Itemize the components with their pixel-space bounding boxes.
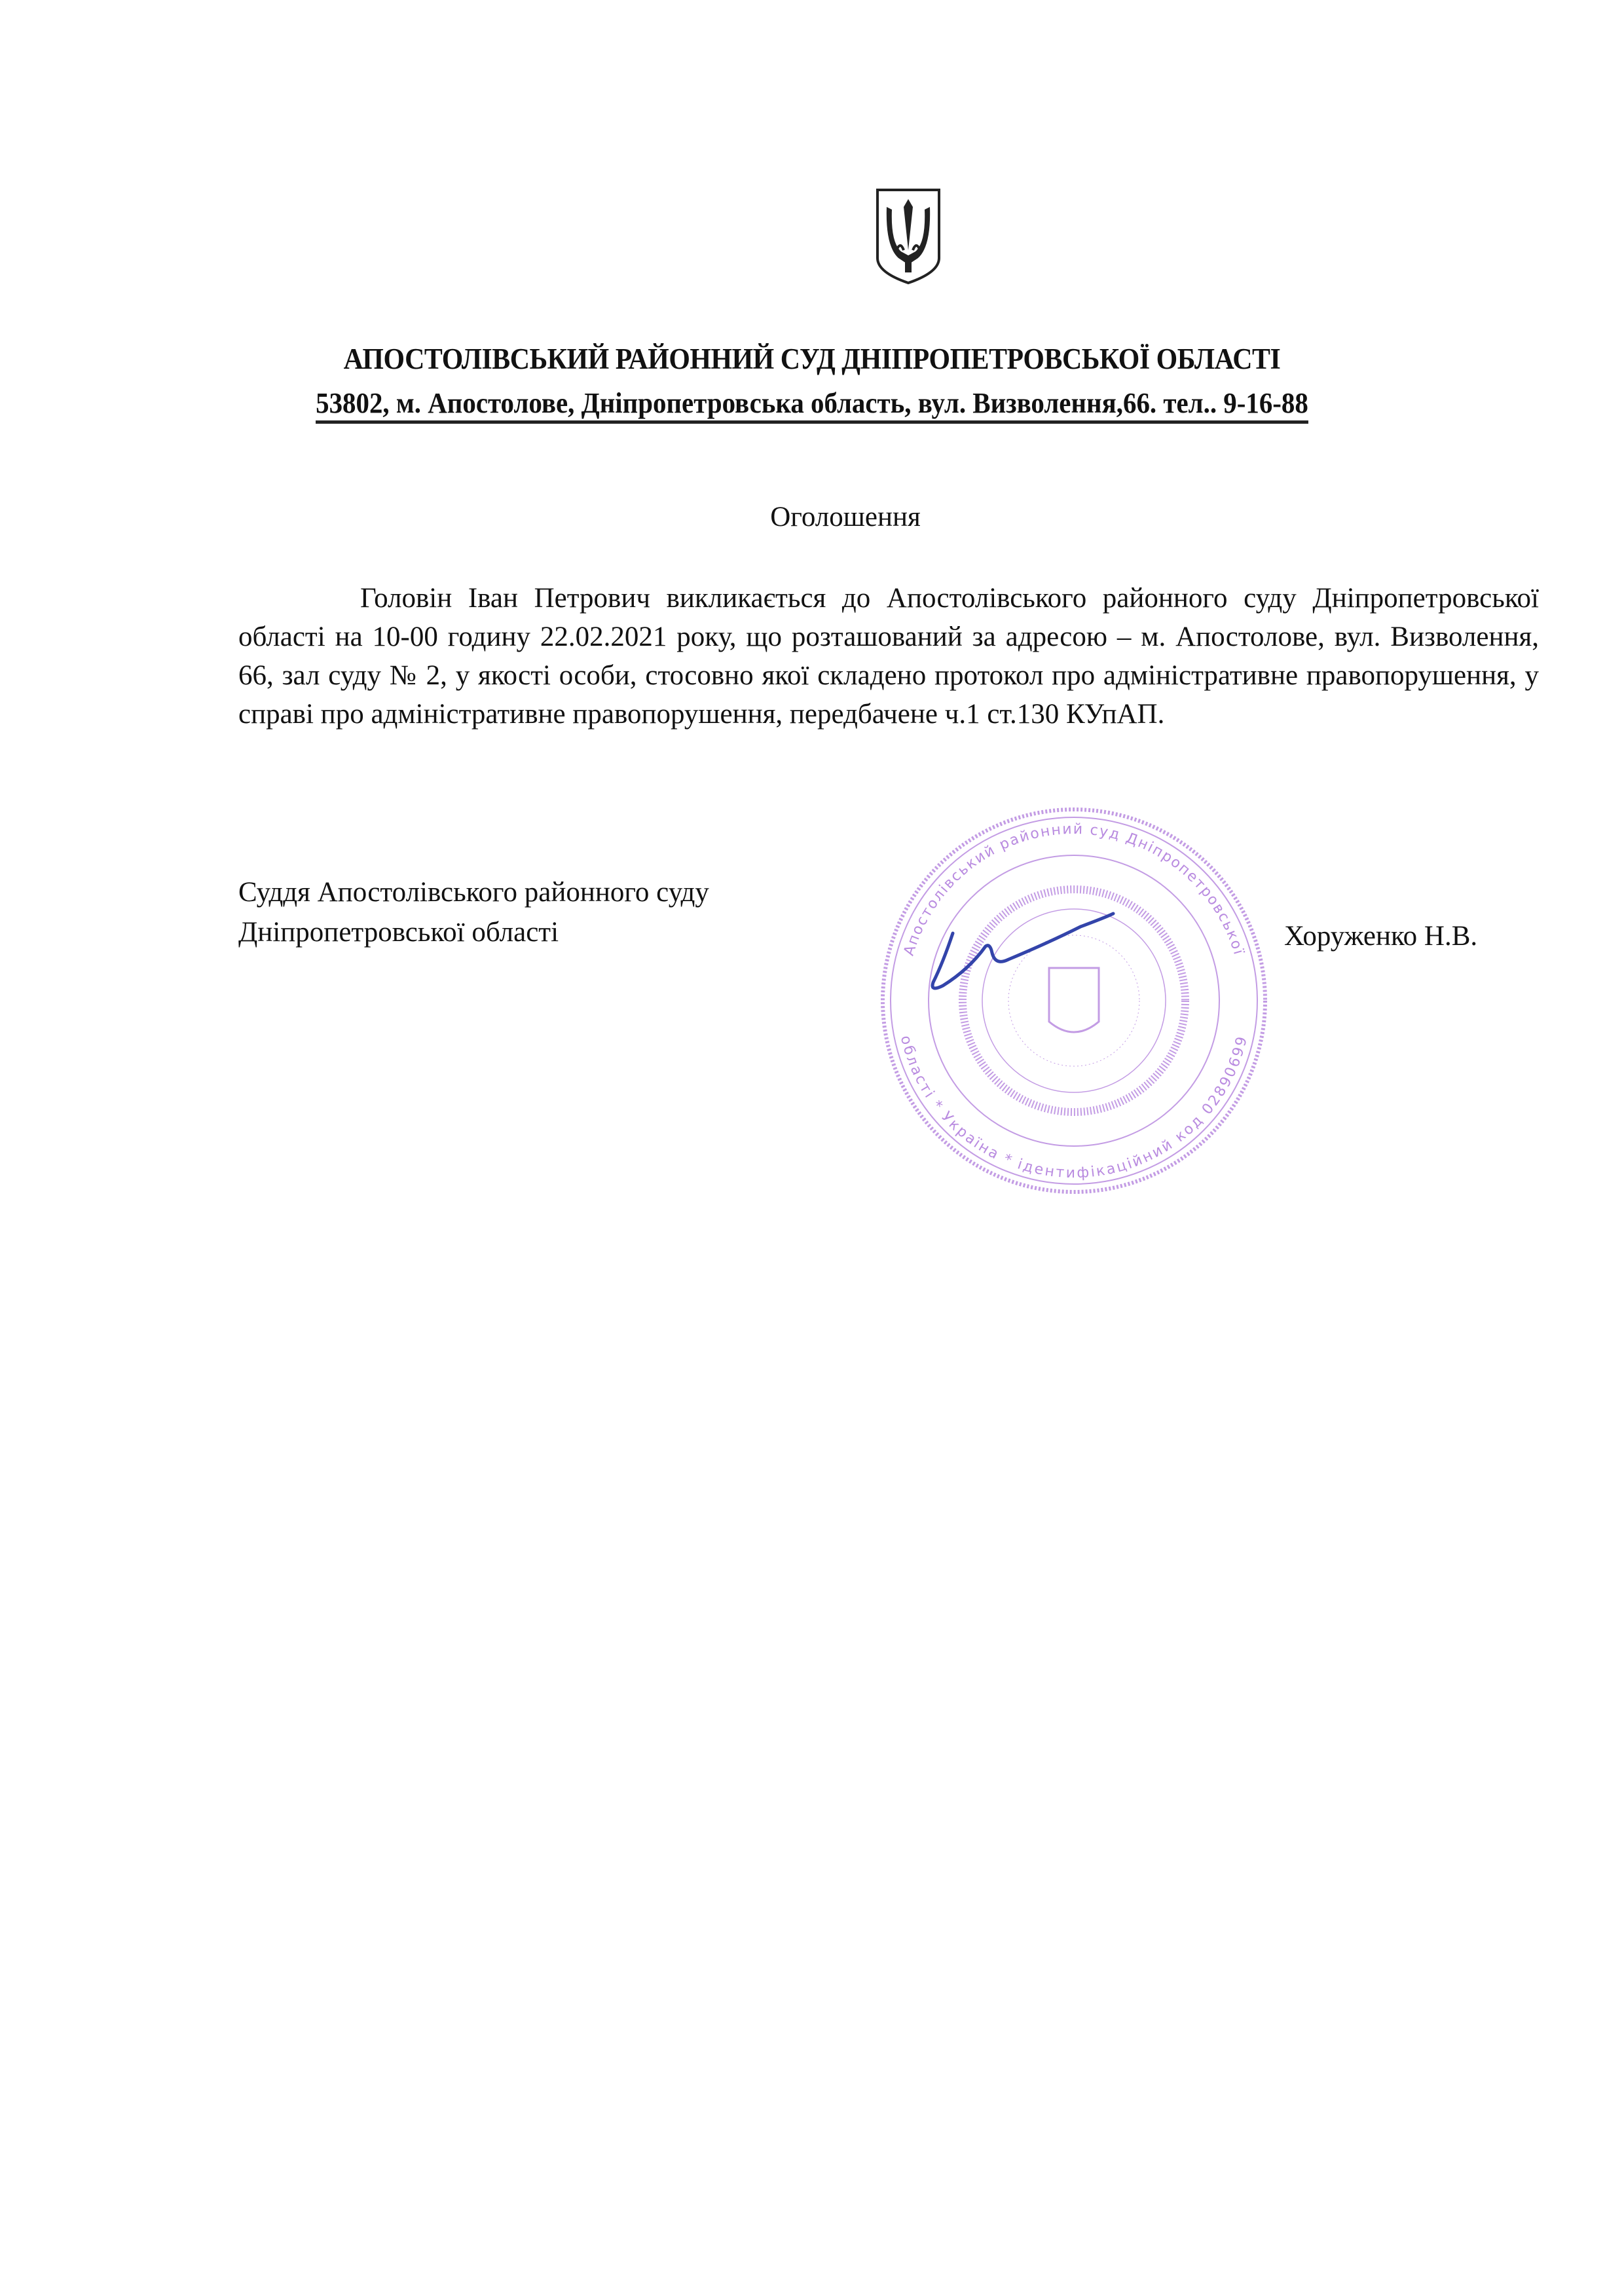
handwritten-signature [917,871,1179,1002]
judge-position [238,872,709,952]
court-name-heading: АПОСТОЛІВСЬКИЙ РАЙОННИЙ СУД ДНІПРОПЕТРОВСЬКОЇ ОБЛАСТІ [343,343,1281,375]
judge-position-line2: Дніпропетровської області [238,917,559,948]
court-address [57,386,1567,420]
trident-coat-of-arms-icon [874,187,943,284]
document-title: Оголошення [770,502,921,532]
stamp-text-top: Апостолівський районний суд Дніпропетровської [900,821,1247,958]
svg-text:області * Україна * ідентифіка [897,1034,1251,1181]
judge-name: Хоруженко Н.В. [1284,921,1478,952]
court-address-text: 53802, м. Апостолове, Дніпропетровська область, вул. Визволення,66. тел.. 9-16-88 [316,387,1308,424]
stamp-text-bottom: області * Україна * ідентифікаційний код 02890699 [896,1033,1251,1182]
judge-position-line1: Суддя Апостолівського районного суду [238,877,709,908]
announcement-body: Головін Іван Петрович викликається до Апостолівського районного суду Дніпропетровської області на 10-00 годину 22.02.2021 року, що розташований за адресою – м. Апостолове, вул. Визволення, 66, зал суду № 2, у якості особи, стосовно якої складено протокол про адміністративне правопорушення, у справі про адміністративне правопорушення, передбачене ч.1 ст.130 КУпАП. [238,583,1539,730]
